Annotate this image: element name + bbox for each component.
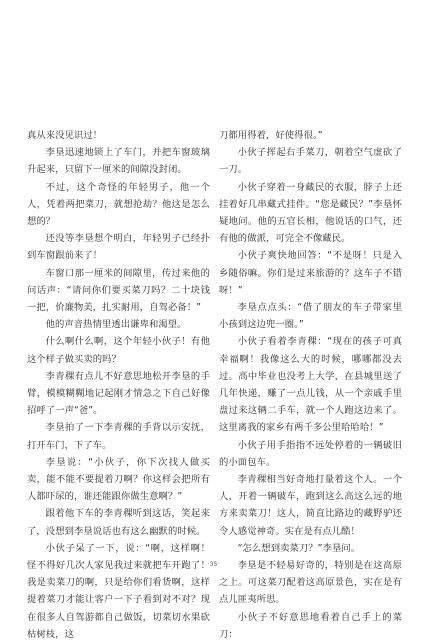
paragraph: 还没等李垦想个明白，年轻男子已经扑到车窗跟前来了！ — [27, 233, 210, 262]
paragraph: 李垦是不轻易好奇的，特别是在这高原之上。可这菜刀配着这高原景色，实在是有点儿匪夷所思。 — [219, 560, 402, 606]
paragraph: 小伙子挥起右手菜刀，朝着空气虚砍了一刀。 — [219, 147, 402, 176]
paragraph: 李垦点点头：“借了朋友的车子带家里小孩到这边兜一圈。” — [219, 302, 402, 331]
paragraph: 真从来没见识过！ — [27, 130, 103, 141]
paragraph: 李垦迅速地锁上了车门，并把车窗玻璃升起来，只留下一厘米的间隙没封闭。 — [27, 147, 210, 176]
paragraph: 刀都用得着，好使得很。” — [219, 130, 323, 141]
paragraph: 小伙子呆了一下，说：“啊，这样啊！怪不得好几次人家见我过来就把车开跑了！我是卖菜刀的啊，只是给你们看货啊，这样提着菜刀才能让客户一下子看到对不对？现在很多人自驾游都自己做饭，切菜切水果砍枯树枝，这 — [27, 542, 210, 640]
paragraph: 小伙子看着李青稞：“现在的孩子可真幸福啊！我像这么大的时候，哪哪都没去过。高中毕业也没考上大学，在县城里送了几年快递，赚了一点儿钱，从一个亲戚手里盘过来这辆二手车，就一个人跑这边来了。这里离我的家乡有两千多公里哈哈哈！” — [219, 336, 402, 434]
page-number: ·35· — [207, 561, 220, 568]
paragraph: 什么啊什么啊，这个年轻小伙子！有他这个样子做买卖的吗？ — [27, 336, 210, 365]
paragraph: 李垦说：“小伙子，你下次找人做买卖，能不能不要提着刀啊？你这样会把所有人都吓尿的，谁还能跟你做生意啊？” — [27, 456, 210, 503]
paragraph: 小伙子不好意思地看着自己手上的菜刀： — [219, 611, 402, 640]
paragraph: “怎么想到卖菜刀？”李垦问。 — [237, 542, 361, 554]
paragraph: 李垦拍了一下李青稞的手背以示安抚，打开车门，下了车。 — [27, 422, 210, 451]
paragraph: 他的声音热情里透出谦卑和渴望。 — [45, 319, 187, 331]
paragraph: 车窗口那一厘米的间隙里，传过来他的问话声：“请问你们要买菜刀吗？二十块钱一把，价廉物美，扎实耐用，自驾必备！” — [27, 267, 210, 314]
paragraph: 跟着他下车的李青稞听到这话，笑起来了，没想到李垦说话也有这么幽默的时候。 — [27, 508, 210, 537]
paragraph: 小伙子用手指指不远处停着的一辆破旧的小面包车。 — [219, 439, 402, 468]
paragraph: 李青稞有点儿不好意思地松开李垦的手臂，模模糊糊地记起刚才情急之下自己好像招呼了一声“爸”。 — [27, 370, 210, 417]
paragraph: 小伙子爽快地回答：“不是呀！只是入乡随俗嘛。你们是过来旅游的？这车子不错呀！” — [219, 250, 402, 296]
paragraph: 小伙子穿着一身藏民的衣服，脖子上还挂着好几串藏式挂件。“您是藏民？”李垦怀疑地问。他的五官长相，他说话的口气，还有他的做派，可完全不像藏民。 — [219, 181, 402, 245]
paragraph: 李青稞相当好奇地打量着这个人。一个人，开着一辆破车，跑到这么高这么远的地方来卖菜刀！这人，简直比路边的藏野驴还令人感觉神奇。实在是有点儿酷！ — [219, 474, 402, 537]
paragraph: 不过，这个奇怪的年轻男子，他一个人，凭着两把菜刀，就想抢劫？他这是怎么想的？ — [27, 181, 210, 228]
